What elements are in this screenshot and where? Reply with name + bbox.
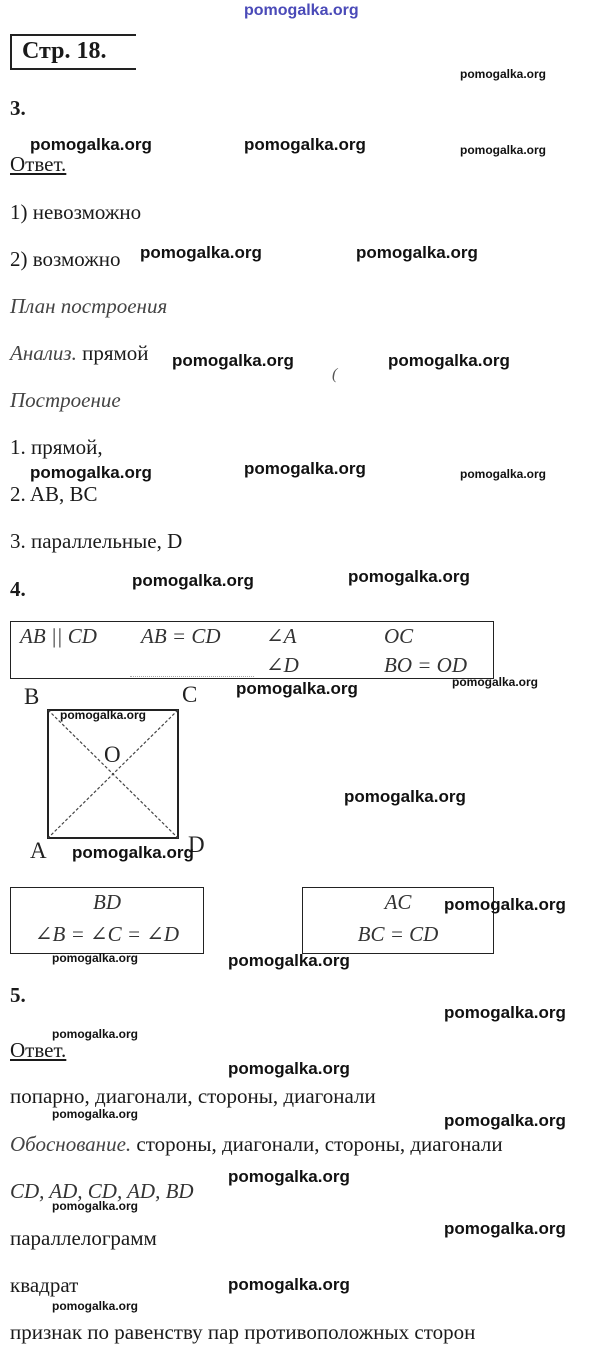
- watermark: pomogalka.org: [344, 787, 466, 806]
- construction-label: Построение: [10, 388, 121, 412]
- watermark: pomogalka.org: [228, 951, 350, 970]
- page-label-box: [10, 34, 136, 70]
- watermark: pomogalka.org: [52, 951, 139, 965]
- analysis-text: прямой: [82, 341, 149, 365]
- analysis-line: [10, 341, 149, 366]
- watermark: pomogalka.org: [356, 243, 478, 262]
- watermark: pomogalka.org: [30, 135, 152, 154]
- watermark: pomogalka.org: [460, 467, 547, 481]
- analysis-label: Анализ.: [10, 341, 77, 365]
- task-5-answer-label: Ответ.: [10, 1038, 67, 1062]
- watermark: pomogalka.org: [348, 567, 470, 586]
- right-box-line-1: AC: [384, 890, 412, 914]
- watermark: pomogalka.org: [444, 895, 566, 914]
- page-label: Стр. 18.: [22, 38, 107, 64]
- task-3-answer-label: Ответ.: [10, 152, 67, 176]
- given-angle-d: ∠D: [266, 653, 299, 677]
- vertex-a: A: [30, 838, 47, 863]
- task-3-item-2: 2) возможно: [10, 247, 121, 271]
- watermark: pomogalka.org: [172, 351, 294, 370]
- watermark: pomogalka.org: [52, 1027, 139, 1041]
- watermark: pomogalka.org: [444, 1219, 566, 1238]
- given-bo-od: BO = OD: [384, 653, 467, 677]
- step-1: 1. прямой,: [10, 435, 103, 459]
- task-3-item-1: 1) невозможно: [10, 200, 142, 224]
- site-header-link[interactable]: pomogalka.org: [244, 2, 359, 19]
- watermark: pomogalka.org: [140, 243, 262, 262]
- watermark: pomogalka.org: [452, 675, 539, 689]
- step-2: 2. AB, BC: [10, 482, 98, 506]
- vertex-c: C: [182, 682, 198, 707]
- task-3-number: 3.: [10, 96, 26, 120]
- watermark: pomogalka.org: [228, 1059, 350, 1078]
- left-box-line-1: BD: [93, 890, 121, 914]
- watermark: pomogalka.org: [52, 1107, 139, 1121]
- right-box-line-2: BC = CD: [357, 922, 439, 946]
- task-4-number: 4.: [10, 577, 26, 601]
- center-o: O: [104, 742, 121, 767]
- left-box-line-2: ∠B = ∠C = ∠D: [34, 922, 180, 946]
- watermark: pomogalka.org: [228, 1167, 350, 1186]
- given-angle-a: ∠A: [266, 624, 297, 648]
- given-equal-sides: AB = CD: [141, 624, 221, 648]
- watermark: pomogalka.org: [444, 1003, 566, 1022]
- justification-text: стороны, диагонали, стороны, диагонали: [136, 1132, 503, 1156]
- watermark: pomogalka.org: [460, 67, 547, 81]
- watermark: pomogalka.org: [460, 143, 547, 157]
- shape-square: квадрат: [10, 1273, 79, 1297]
- vertex-b: B: [24, 684, 40, 709]
- task-5-number: 5.: [10, 983, 26, 1007]
- plan-label: План построения: [10, 294, 168, 318]
- watermark: pomogalka.org: [444, 1111, 566, 1130]
- box-divider: [130, 676, 254, 677]
- conclusion-box-left: [10, 887, 204, 954]
- watermark: pomogalka.org: [244, 459, 366, 478]
- segments-list: CD, AD, CD, AD, BD: [10, 1179, 194, 1203]
- watermark: pomogalka.org: [52, 1299, 139, 1313]
- watermark: pomogalka.org: [228, 1275, 350, 1294]
- task-5-line-1: попарно, диагонали, стороны, диагонали: [10, 1084, 376, 1108]
- watermark: pomogalka.org: [132, 571, 254, 590]
- justification-line: [10, 1132, 503, 1157]
- given-parallel: AB || CD: [20, 624, 97, 648]
- watermark: pomogalka.org: [30, 463, 152, 482]
- sign-text: признак по равенству пар противоположных сторон: [10, 1320, 476, 1344]
- watermark: pomogalka.org: [60, 708, 147, 722]
- watermark: pomogalka.org: [72, 843, 194, 862]
- justification-label: Обоснование.: [10, 1132, 132, 1156]
- watermark: pomogalka.org: [236, 679, 358, 698]
- watermark: pomogalka.org: [388, 351, 510, 370]
- vertex-d: D: [188, 832, 205, 857]
- watermark: pomogalka.org: [244, 135, 366, 154]
- stray-mark: (: [332, 366, 338, 383]
- shape-parallelogram: параллелограмм: [10, 1226, 157, 1250]
- given-oc: OC: [384, 624, 414, 648]
- watermark: pomogalka.org: [52, 1199, 139, 1213]
- step-3: 3. параллельные, D: [10, 529, 183, 553]
